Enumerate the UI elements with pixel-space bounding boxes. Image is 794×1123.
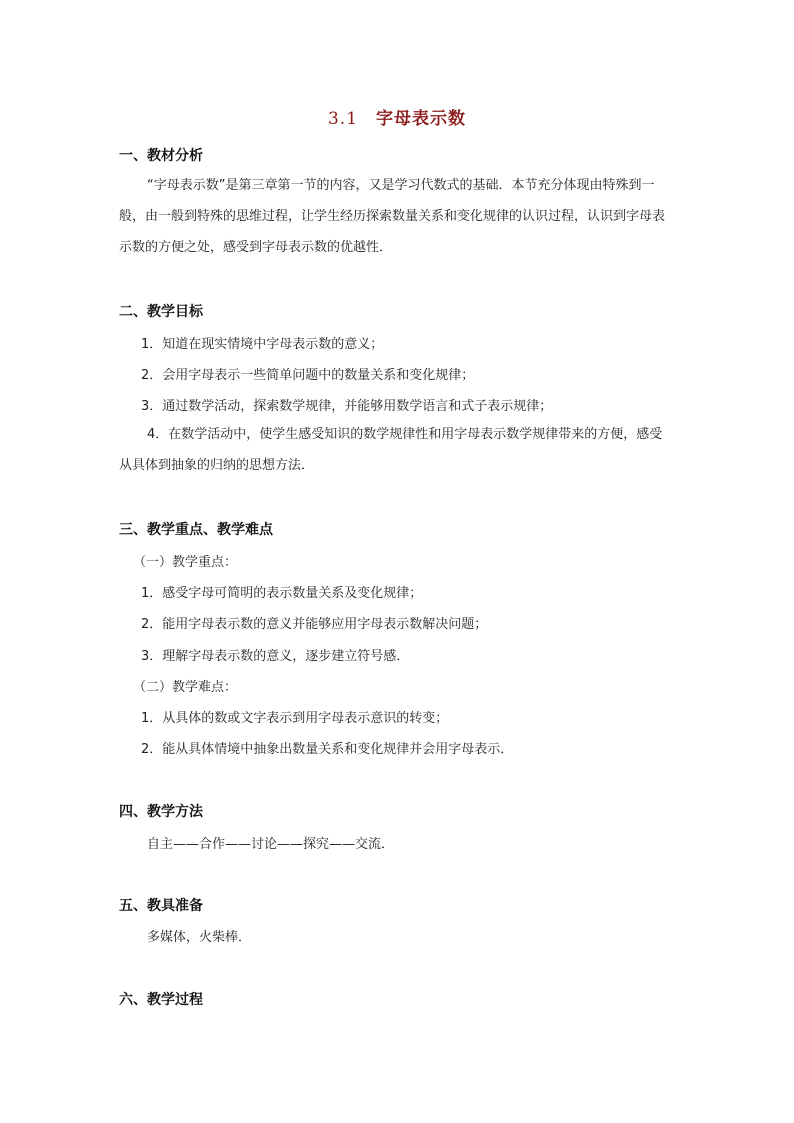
title-text: 字母表示数 [376,109,467,129]
section-heading-methods: 四、教学方法 [119,804,203,820]
section-heading-key-points: 三、教学重点、教学难点 [119,522,273,538]
objective-item: 3．通过数学活动，探索数学规律，并能够用数学语言和式子表示规律； [141,399,553,414]
key-points-label: （一）教学重点： [133,555,238,570]
difficulty-item: 1．从具体的数或文字表示到用字母表示意识的转变； [141,711,449,726]
objective-item: 1．知道在现实情境中字母表示数的意义； [141,337,384,352]
section-heading-analysis: 一、教材分析 [119,148,203,164]
materials-body: 多媒体，火柴棒． [147,930,252,945]
section-body-analysis: “字母表示数”是第三章第一节的内容，又是学习代数式的基础．本节充分体现由特殊到一般，由一般到特殊的思维过程，让学生经历探索数量关系和变化规律的认识过程，认识到字母表示数的方便之处，感受到字母表示数的优越性． [119,178,666,255]
section-heading-materials: 五、教具准备 [119,898,203,914]
key-point-item: 2．能用字母表示数的意义并能够应用字母表示数解决问题； [141,617,488,632]
document-title [0,104,794,129]
difficulty-item: 2．能从具体情境中抽象出数量关系和变化规律并会用字母表示． [141,742,514,757]
difficulties-label: （二）教学难点： [133,680,238,695]
key-point-item: 3．理解字母表示数的意义，逐步建立符号感． [141,649,410,664]
section-heading-objectives: 二、教学目标 [119,304,203,320]
objective-item: 4．在数学活动中，使学生感受知识的数学规律性和用字母表示数学规律带来的方便，感受从具体到抽象的归纳的思想方法． [119,427,663,473]
title-number: 3.1 [327,109,359,129]
section-heading-process: 六、教学过程 [119,992,203,1008]
objective-item: 2．会用字母表示一些简单问题中的数量关系和变化规律； [141,368,475,383]
key-point-item: 1．感受字母可简明的表示数量关系及变化规律； [141,586,423,601]
methods-body: 自主——合作——讨论——探究——交流． [147,837,395,852]
